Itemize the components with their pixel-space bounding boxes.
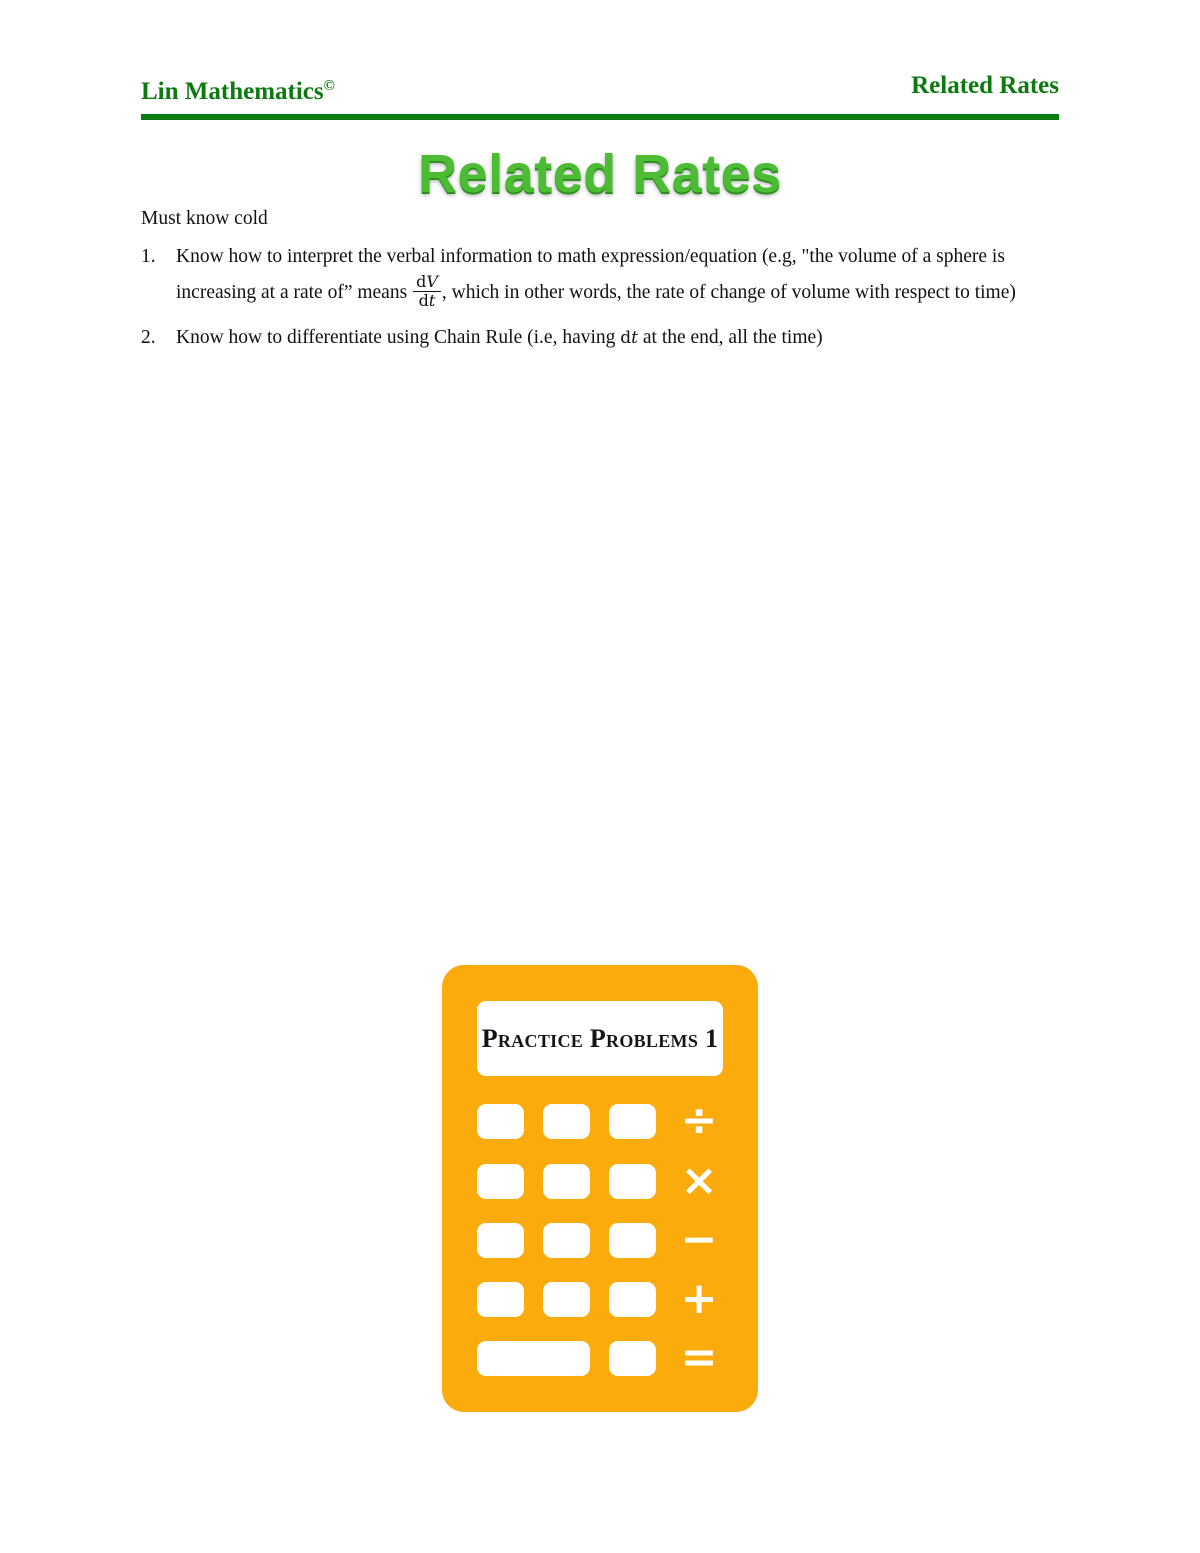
calculator-key xyxy=(609,1164,656,1199)
calculator-key xyxy=(609,1341,656,1376)
page-header xyxy=(141,70,1059,104)
list-item-2 xyxy=(141,320,1059,356)
header-divider xyxy=(141,114,1059,120)
denominator-d: d xyxy=(418,291,429,311)
header-brand-text: Lin Mathematics xyxy=(141,78,324,105)
calculator-key xyxy=(543,1164,590,1199)
list-item-number: 1. xyxy=(141,246,156,267)
list-item-text-before: Know how to differentiate using Chain Rule (i.e, having xyxy=(176,327,621,349)
calculator-graphic xyxy=(442,965,758,1412)
fraction-numerator xyxy=(413,273,441,292)
calculator-key xyxy=(543,1282,590,1317)
header-topic: Related Rates xyxy=(911,72,1059,99)
intro-text: Must know cold xyxy=(141,208,268,229)
numerator-d: d xyxy=(416,272,427,292)
calculator-screen xyxy=(477,1001,723,1076)
calculator-key xyxy=(543,1223,590,1258)
calculator-key xyxy=(543,1104,590,1139)
equals-icon: = xyxy=(680,1332,718,1383)
calculator-key xyxy=(609,1104,656,1139)
header-brand xyxy=(141,70,335,108)
dt-math xyxy=(620,328,638,348)
math-d: d xyxy=(620,328,632,349)
numerator-var: V xyxy=(426,272,438,292)
copyright-symbol: © xyxy=(323,78,335,94)
calculator-key xyxy=(477,1223,524,1258)
fraction-denominator xyxy=(413,292,441,310)
practice-problems-label: Practice Problems 1 xyxy=(481,1023,719,1053)
list-item-1 xyxy=(141,239,1059,312)
denominator-var: t xyxy=(428,291,436,311)
divide-icon: ÷ xyxy=(680,1095,718,1146)
list-item-number: 2. xyxy=(141,327,156,349)
calculator-key xyxy=(477,1104,524,1139)
dv-dt-fraction xyxy=(413,273,441,310)
math-var: t xyxy=(631,328,638,349)
calculator-key xyxy=(477,1282,524,1317)
page-title: Related Rates xyxy=(418,144,782,204)
calculator-key xyxy=(477,1164,524,1199)
minus-icon: − xyxy=(680,1214,718,1265)
list-item-text-before: Know how to interpret the verbal information to math expression/equation (e.g, "the volume of a sphere is increasing at a rate of” means xyxy=(176,246,1005,303)
calculator-wide-key xyxy=(477,1341,590,1376)
calculator-key xyxy=(609,1223,656,1258)
plus-icon: + xyxy=(680,1273,718,1324)
document-body xyxy=(141,205,1059,364)
multiply-icon: × xyxy=(680,1155,718,1206)
calculator-key xyxy=(609,1282,656,1317)
list-item-text-after: , which in other words, the rate of change of volume with respect to time) xyxy=(441,282,1016,303)
list-item-text-after: at the end, all the time) xyxy=(638,327,823,349)
